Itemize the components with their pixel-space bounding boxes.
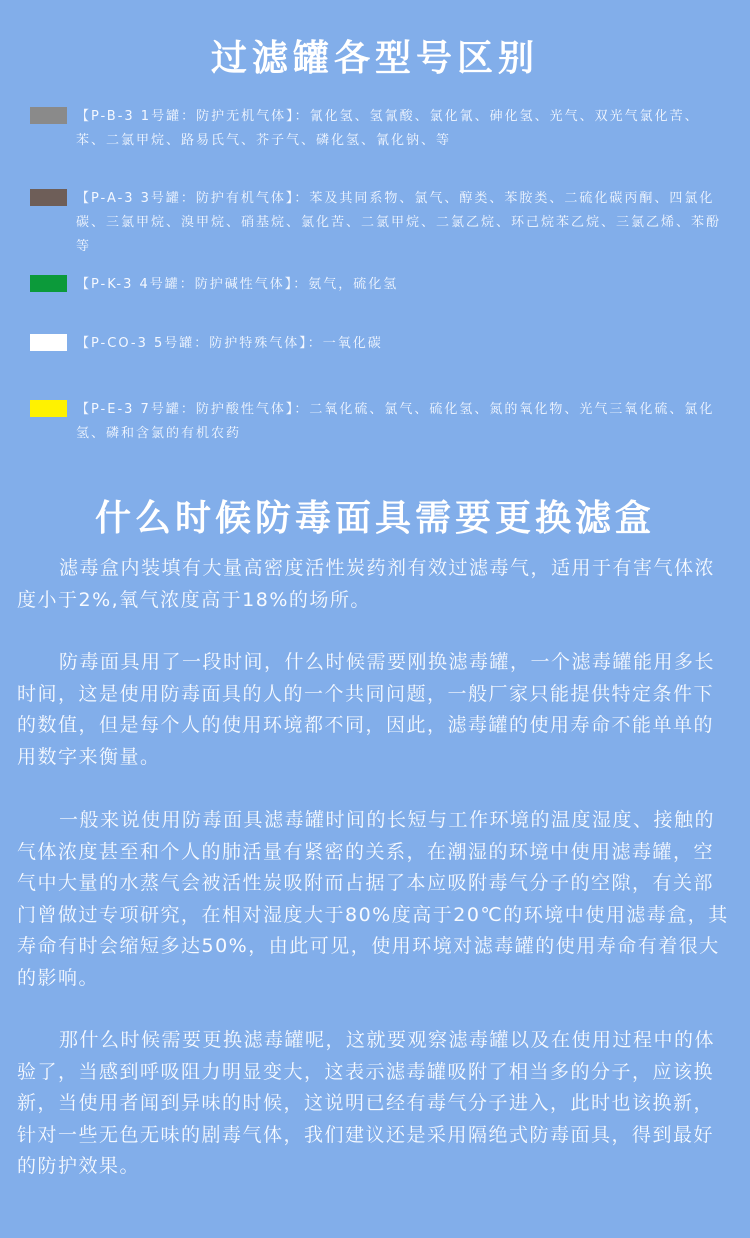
- color-swatch-gray: [30, 107, 67, 124]
- paragraph-4: 那什么时候需要更换滤毒罐呢，这就要观察滤毒罐以及在使用过程中的体验了，当感到呼吸阻力明显变大，这表示滤毒罐吸附了相当多的分子，应该换新，当使用者闻到异味的时候，这说明已经有毒气分子进入，此时也该换新，针对一些无色无味的剧毒气体，我们建议还是采用隔绝式防毒面具，得到最好的防护效果。: [17, 1029, 716, 1177]
- paragraph-2: 防毒面具用了一段时间，什么时候需要刚换滤毒罐，一个滤毒罐能用多长时间，这是使用防毒面具的人的一个共同问题，一般厂家只能提供特定条件下的数值，但是每个人的使用环境都不同，因此，滤毒罐的使用寿命不能单单的用数字来衡量。: [17, 651, 716, 768]
- filter-description: 【P-A-3 3号罐：防护有机气体】：苯及其同系物、氯气、醇类、苯胺类、二硫化碳丙酮、四氯化碳、三氯甲烷、溴甲烷、硝基烷、氯化苦、二氯甲烷、二氯乙烷、环己烷苯乙烷、三氯乙烯、苯酚等: [76, 191, 722, 254]
- filter-description: 【P-CO-3 5号罐：防护特殊气体】：一氧化碳: [76, 336, 383, 351]
- filter-types-title: 过滤罐各型号区别: [210, 38, 539, 79]
- replacement-timing-title: 什么时候防毒面具需要更换滤盒: [94, 498, 655, 539]
- filter-description: 【P-B-3 1号罐：防护无机气体】：氰化氢、氢氰酸、氯化氰、砷化氢、光气、双光气氯化苦、苯、二氯甲烷、路易氏气、芥子气、磷化氢、氰化钠、等: [76, 109, 700, 148]
- paragraph-1: 滤毒盒内装填有大量高密度活性炭药剂有效过滤毒气，适用于有害气体浓度小于2%,氧气浓度高于18%的场所。: [17, 557, 716, 611]
- filter-description: 【P-K-3 4号罐：防护碱性气体】：氨气，硫化氢: [76, 277, 399, 292]
- color-swatch-green: [30, 275, 67, 292]
- color-swatch-white: [30, 334, 67, 351]
- color-swatch-yellow: [30, 400, 67, 417]
- filter-description: 【P-E-3 7号罐：防护酸性气体】：二氧化硫、氯气、硫化氢、氮的氧化物、光气三氧化硫、氯化氢、磷和含氯的有机农药: [76, 402, 715, 441]
- color-swatch-brown: [30, 189, 67, 206]
- paragraph-3: 一般来说使用防毒面具滤毒罐时间的长短与工作环境的温度湿度、接触的气体浓度甚至和个人的肺活量有紧密的关系，在潮湿的环境中使用滤毒罐，空气中大量的水蒸气会被活性炭吸附而占据了本应吸附毒气分子的空隙，有关部门曾做过专项研究，在相对湿度大于80%度高于20℃的环境中使用滤毒盒，其寿命有时会缩短多达50%，由此可见，使用环境对滤毒罐的使用寿命有着很大的影响。: [17, 809, 729, 989]
